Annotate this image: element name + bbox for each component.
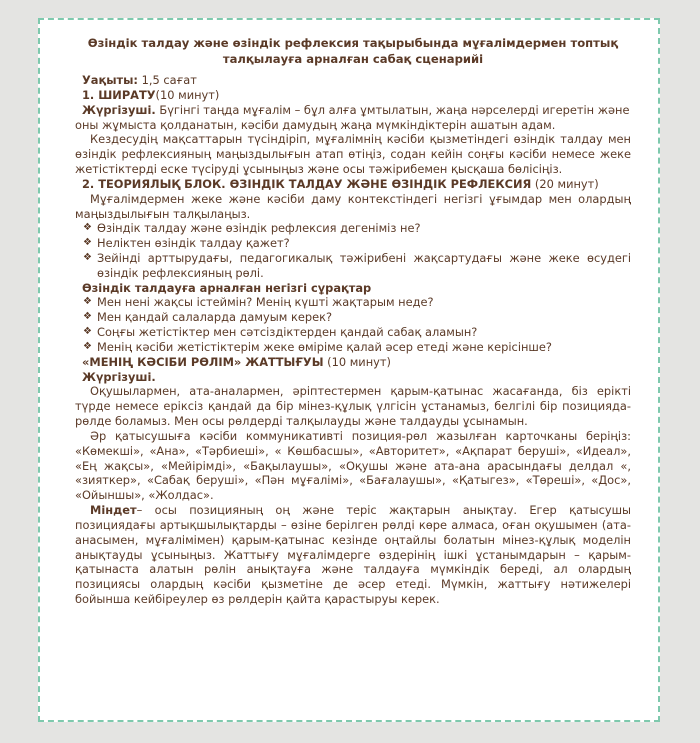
section-1-heading: [75, 88, 631, 103]
section-2-paragraph-1: Мұғалімдермен жеке және кәсіби даму контекстіндегі негізгі ұғымдар мен олардың маңыздылығын талқылаңыз.: [75, 191, 631, 221]
diamond-bullet-icon: ❖: [83, 222, 92, 234]
duration-line: [75, 73, 631, 88]
document-page: [38, 18, 660, 722]
section-2-heading-time: (20 минут): [534, 176, 599, 191]
section-1-speaker-label: Жүргізуші.: [82, 102, 156, 117]
list-item: [75, 340, 631, 355]
section-1-heading-time: (10 минут): [155, 87, 220, 102]
section-2-heading: [75, 177, 631, 192]
section-3-paragraph-1: Оқушылармен, ата-аналармен, әріптестермен қарым-қатынас жасағанда, біз ерікті түрде немесе еріксіз қандай да бір мінез-құлық үлгісін ұстанамыз, белгілі бір позицияда-рөлде боламыз. Мен осы рөлдерді талқылауды және талдауды ұсынамын.: [75, 384, 631, 429]
list-item-label: Өзіндік талдау және өзіндік рефлексия дегеніміз не?: [97, 221, 421, 236]
section-3-heading: [75, 355, 631, 370]
section-3-heading-text: «МЕНІҢ КӘСІБИ РӨЛІМ» ЖАТТЫҒУЫ: [82, 354, 324, 369]
duration-value: 1,5 сағат: [141, 73, 197, 88]
task-text: – осы позицияның оң және теріс жақтарын анықтау. Егер қатысушы позициядағы артықшылықтарды – өзіне берілген рөлді көре алмаса, оған оқушымен (ата-анасымен, мұғалімімен) қарым-қатынас кезінде оңтайлы болатын мінез-құлық моделін анықтауды ұсыныңыз. Жаттығу мұғалімдерге өздерінің ішкі ұстанымдарын – қарым-қатынаста алатын рөлін анықтауға және талдауға мүмкіндік береді, ал олардың позициясы олардың кәсіби қызметіне де әсер етеді. Мүмкін, жаттығу нәтижелері бойынша кейбіреулер өз рөлдерін қайта қарастыруы керек.: [75, 503, 631, 607]
document-title-line-2: талқылауға арналған сабақ сценарийі: [222, 51, 484, 66]
list-item-label: Мен нені жақсы істеймін? Менің күшті жақтарым неде?: [97, 295, 434, 310]
document-title-line-1: Өзіндік талдау және өзіндік рефлексия тақырыбында мұғалімдермен топтық: [87, 36, 619, 50]
list-item-label: Мен қандай салаларда дамуым керек?: [97, 310, 333, 325]
section-2-bullet-list: [75, 221, 631, 280]
duration-label: Уақыты:: [82, 73, 138, 88]
list-item: [75, 310, 631, 325]
document-body: [75, 36, 631, 607]
section-3-paragraph-2: Әр қатысушыға кәсіби коммуникативті позиция-рөл жазылған карточканы беріңіз: «Көмекші», «Ана», «Тәрбиеші», « Көшбасшы», «Авторитет», «Ақпарат беруші», «Идеал», «Ең жақсы», «Мейірімді», «Бақылаушы», «Оқушы және ата-ана арасындағы делдал «, «зияткер», «Сабақ беруші», «Пән мұғалімі», «Бағалаушы», «Қатыгез», «Төреші», «Дос», «Ойыншы», «Жолдас».: [75, 428, 631, 503]
section-3-heading-time: (10 минут): [327, 354, 391, 369]
document-title: [87, 36, 619, 67]
diamond-bullet-icon: ❖: [83, 311, 92, 323]
list-item-label: Неліктен өзіндік талдау қажет?: [97, 236, 290, 251]
section-1-paragraph-1: [75, 103, 631, 133]
diamond-bullet-icon: ❖: [83, 326, 92, 338]
section-1-paragraph-1-text: Бүгінгі таңда мұғалім – бұл алға ұмтылатын, жаңа нәрселерді игеретін және оны жұмыста қолданатын, кәсіби дамудың жаңа мүмкіндіктерін ашатын адам.: [75, 102, 630, 132]
diamond-bullet-icon: ❖: [83, 252, 92, 263]
list-item: [75, 295, 631, 310]
section-2-heading-text: 2. ТЕОРИЯЛЫҚ БЛОК. ӨЗІНДІК ТАЛДАУ ЖӘНЕ ӨЗІНДІК РЕФЛЕКСИЯ: [82, 176, 532, 191]
section-1-heading-text: 1. ШИРАТУ: [82, 87, 156, 102]
section-3-speaker-label: Жүргізуші.: [82, 369, 156, 384]
list-item: [75, 236, 631, 251]
list-item-label: Менің кәсіби жетістіктерім жеке өміріме қалай әсер етеді және керісінше?: [97, 339, 552, 354]
diamond-bullet-icon: ❖: [83, 237, 92, 249]
list-item: [75, 251, 631, 281]
section-3-task-paragraph: [75, 503, 631, 607]
list-item: [75, 221, 631, 236]
list-item-label: Соңғы жетістіктер мен сәтсіздіктерден қандай сабақ аламын?: [97, 325, 478, 340]
section-2-questions-list: [75, 295, 631, 354]
list-item: [75, 325, 631, 340]
section-3-speaker: [75, 370, 631, 385]
diamond-bullet-icon: ❖: [83, 296, 92, 308]
section-2-questions-heading: Өзіндік талдауға арналған негізгі сұрақтар: [82, 280, 372, 295]
section-1-paragraph-2: Кездесудің мақсаттарын түсіндіріп, мұғалімнің кәсіби қызметіндегі өзіндік талдау мен өзіндік рефлексияның маңыздылығын атап өтіңіз, содан кейін соңғы кәсіби немесе жеке жетістіктерді еске түсіруді ұсыныңыз және осы тәжірибемен қысқаша бөлісіңіз.: [75, 132, 631, 177]
list-item-label: Зейінді арттырудағы, педагогикалық тәжірибені жақсартудағы және жеке өсудегі өзіндік рефлексияның рөлі.: [97, 251, 631, 280]
task-label: Міндет: [90, 503, 137, 518]
diamond-bullet-icon: ❖: [83, 340, 92, 352]
